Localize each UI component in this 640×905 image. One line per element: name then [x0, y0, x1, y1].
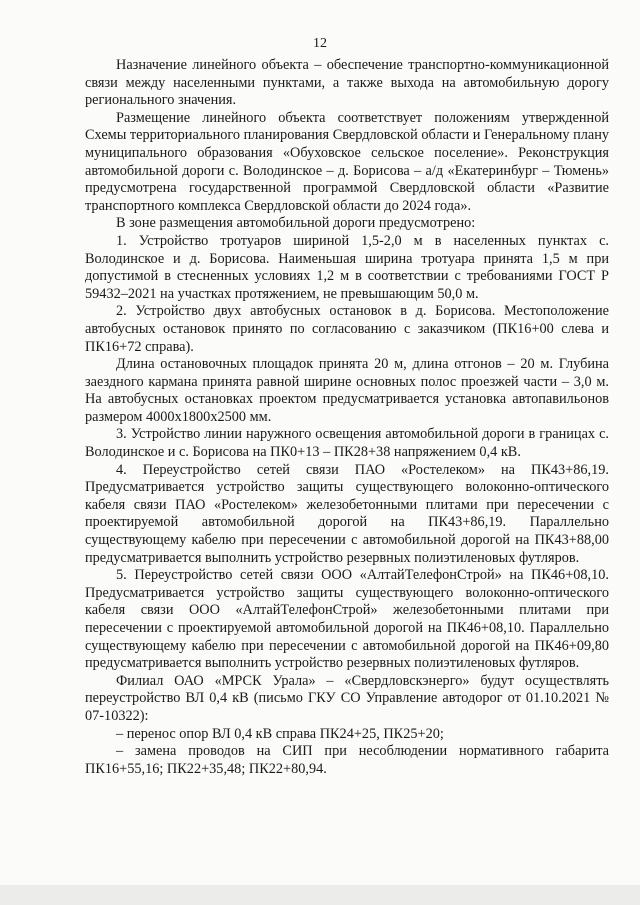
list-item-wire-replacement: – замена проводов на СИП при несоблюдении нормативного габарита ПК16+55,16; ПК22+35,48; ПК22+80,94. [85, 743, 609, 777]
paragraph-purpose: Назначение линейного объекта – обеспечение транспортно-коммуникационной связи между населенными пунктами, а также выхода на автомобильную дорогу регионального значения. [85, 57, 609, 109]
page-number: 12 [313, 36, 327, 51]
document-body [85, 57, 609, 778]
paragraph-item-5-altaitelefonstroy: 5. Переустройство сетей связи ООО «АлтайТелефонСтрой» на ПК46+08,10. Предусматривается устройство защиты существующего волоконно-оптического кабеля связи ООО «АлтайТелефонСтрой» железобетонными плитами при пересечении с проектируемой автомобильной дорогой на ПК46+08,10. Параллельно существующему кабелю при пересечении с автомобильной дорогой на ПК46+09,80 предусматривается выполнить устройство резервных полиэтиленовых футляров. [85, 567, 609, 672]
paragraph-intro-list: В зоне размещения автомобильной дороги предусмотрено: [116, 215, 476, 232]
paragraph-item-3-lighting: 3. Устройство линии наружного освещения автомобильной дороги в границах с. Володинское и с. Борисова на ПК0+13 – ПК28+38 напряжением 0,4 кВ. [85, 426, 609, 461]
paragraph-item-1-sidewalks: 1. Устройство тротуаров шириной 1,5-2,0 м в населенных пунктах с. Володинское и д. Борисова. Наименьшая ширина тротуара принята 1,5 м при допустимой в стесненных условиях 1,2 м в соответствии с требованиями ГОСТ Р 59432–2021 на участках протяжением, не превышающим 50,0 м. [85, 232, 609, 302]
paragraph-item-2-bus-stops: 2. Устройство двух автобусных остановок в д. Борисова. Местоположение автобусных остановок принято по согласованию с заказчиком (ПК16+00 слева и ПК16+72 справа). [85, 303, 609, 355]
paragraph-mrsk-urala: Филиал ОАО «МРСК Урала» – «Свердловскэнерго» будут осуществлять переустройство ВЛ 0,4 кВ (письмо ГКУ СО Управление автодорог от 01.10.2021 № 07-10322): [85, 672, 609, 724]
paragraph-placement: Размещение линейного объекта соответствует положениям утвержденной Схемы территориального планирования Свердловской области и Генеральному плану муниципального образования «Обуховское сельское поселение». Реконструкция автомобильной дороги с. Володинское – д. Борисова – а/д «Екатеринбург – Тюмень» предусмотрена государственной программой Свердловской области «Развитие транспортного комплекса Свердловской области до 2024 года». [85, 109, 609, 214]
paragraph-bus-stop-dimensions: Длина остановочных площадок принята 20 м, длина отгонов – 20 м. Глубина заездного кармана принята равной ширине основных полос проезжей части – 3,0 м. На автобусных остановках проектом предусматривается установка автопавильонов размером 4000х1800х2500 мм. [85, 356, 609, 425]
paragraph-item-4-rostelecom: 4. Переустройство сетей связи ПАО «Ростелеком» на ПК43+86,19. Предусматривается устройство защиты существующего волоконно-оптического кабеля связи ПАО «Ростелеком» железобетонными плитами при пересечении с проектируемой автомобильной дорогой на ПК43+86,19. Параллельно существующему кабелю при пересечении с автомобильной дорогой на ПК43+88,00 предусматривается выполнить устройство резервных полиэтиленовых футляров. [85, 461, 609, 566]
scan-bottom-edge [0, 885, 640, 905]
list-item-pole-relocation: – перенос опор ВЛ 0,4 кВ справа ПК24+25, ПК25+20; [116, 725, 444, 742]
